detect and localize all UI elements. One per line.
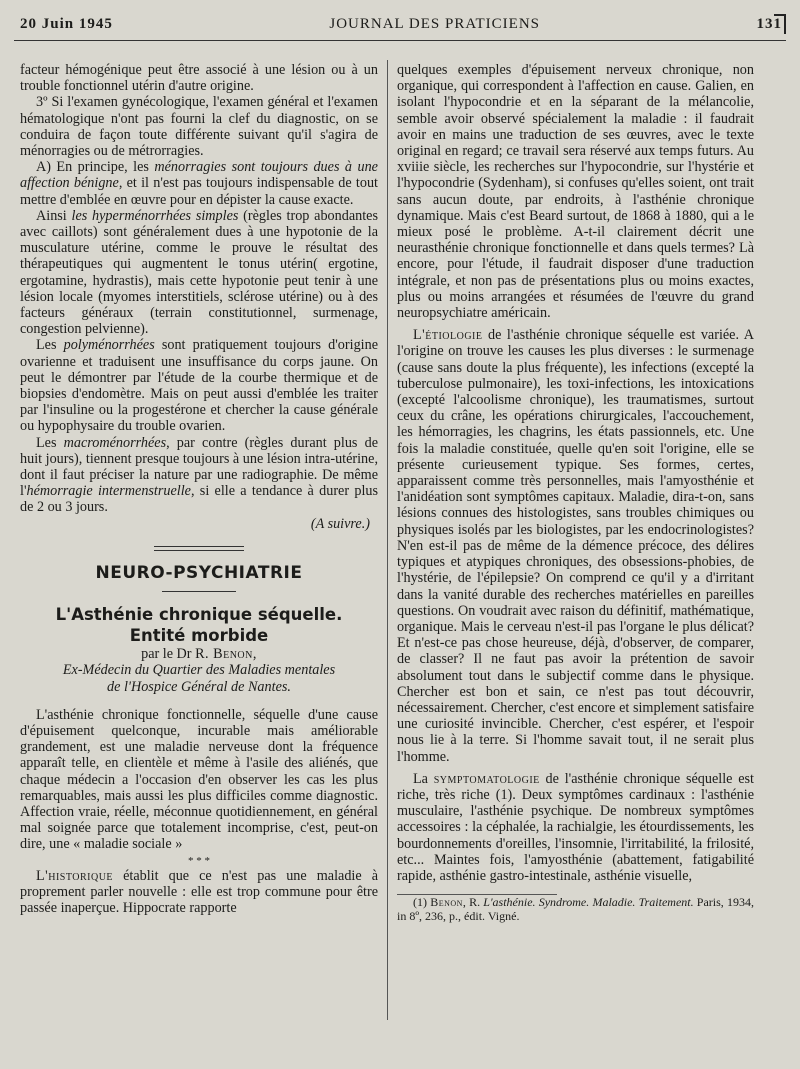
paragraph: L'historique établit que ce n'est pas une maladie à proprement parler nouvelle : elle est trop commune pour être passée inaperçue. Hippocrate rapporte	[20, 867, 378, 916]
title-rule	[162, 591, 236, 592]
affiliation: Ex-Médecin du Quartier des Maladies mentales	[62, 662, 336, 679]
footnote: (1) Benon, R. L'asthénie. Syndrome. Maladie. Traitement. Paris, 1934, in 8º, 236, p., édit. Vigné.	[397, 895, 754, 924]
issue-date: 20 Juin 1945	[20, 15, 113, 32]
right-column	[397, 62, 754, 923]
page-number: 131	[756, 15, 782, 32]
section-separator	[154, 546, 244, 551]
header-rule	[14, 40, 786, 41]
byline: par le Dr R. Benon,	[141, 646, 257, 663]
section-title: NEURO-PSYCHIATRIE	[95, 562, 303, 583]
to-be-continued: (A suivre.)	[310, 515, 370, 532]
paragraph: A) En principe, les ménorragies sont toujours dues à une affection bénigne, et il n'est pas toujours indispensable de tout mettre d'emblée en œuvre pour en dépister la cause exacte.	[20, 159, 378, 208]
paragraph: Ainsi les hyperménorrhées simples (règles trop abondantes avec caillots) sont généralement dues à une hypotonie de la musculature utérine, comme le prouve le résultat des thérapeutiques qui augmentent le tonus utérin( ergotine, ergotamine, hydrastis), mais cette hypotonie peut tenir à une lésion locale (myomes interstitiels, sclérose utérine) ou à des facteurs généraux (terrain constitutionnel, surmenage, congestion pelvienne).	[20, 207, 378, 338]
page-corner-mark	[774, 14, 786, 34]
paragraph: Les macroménorrhées, par contre (règles durant plus de huit jours), tiennent presque toujours à une lésion intra-utérine, dont il faut préciser la nature par une radiographie. De même l'hémorragie intermenstruelle, si elle a tendance à durer plus de 2 ou 3 jours.	[20, 434, 379, 516]
affiliation: de l'Hospice Général de Nantes.	[107, 678, 291, 695]
paragraph: L'étiologie de l'asthénie chronique séquelle est variée. A l'origine on trouve les causes les plus diverses : le surmenage (cause sans doute la plus fréquente), les infections (excepté la tuberculose pulmonaire), les toxi-infections, les intoxications (excepté l'alcoolisme chronique), les traumatismes, surtout ceux du crâne, les opérations chirurgicales, l'accouchement, les hémorragies, les chagrins, les états passionnels, etc. Une fois la maladie constituée, quelle qu'en soit l'origine, elle se présente curieusement typique. Ses formes, certes, apparaissent comme très personnelles, mais l'amyosthénie et l'anidéation sont symptômes capitaux. Maladie, dira-t-on, sans lésions connues des histologistes, sans troubles chimiques ou physiques isolés par les biologistes, par les endocrinologistes? N'en est-il pas de même de la démence précoce, des délires typiques et atypiques chroniques, des obsessions-phobies, de l'hystérie, de l'épilepsie? On comprend ce qu'il y a d'irritant dans la vanité durable des recherches matérielles en pareilles questions. On voudrait avec raison du définitif, mathématique, organique. Mais le cerveau n'est-il pas l'organe le plus délicat? Et n'est-ce pas chose heureuse, déjà, d'observer, de comparer, de classer? Il ne faut pas avoir la prétention de savoir absolument tout dans le subjectif comme dans le physique. Chercher est bon et sain, ce n'est pas tout découvrir, nécessairement. Chercher, c'est encore et simplement satisfaire une curiosité invincible. Chercher, c'est espérer, et l'espoir nous lie à la terre. Si l'homme savait tout, il ne serait plus l'homme.	[397, 327, 754, 765]
paragraph: quelques exemples d'épuisement nerveux chronique, non organique, qui correspondent à l'affection en cause. Galien, en isolant l'hypocondrie et en la séparant de la mélancolie, semble avoir observé spécialement la maladie : il faudrait avoir en mains une traduction de ses œuvres, avec le texte original en regard; ce travail sera réservé aux temps futurs. Au xviiie siècle, les recherches sur l'hypocondrie, sur l'hystérie et l'hypocondrie (Sydenham), si confuses qu'elles soient, ont trait sans aucun doute, par endroits, à l'asthénie chronique dynamique. Mais c'est Beard surtout, de 1868 à 1880, qui a le mieux posé le problème. A-t-il clairement décrit une neurasthénie chronique fonctionnelle et dans quels termes? Là encore, pour l'étude, il faudrait disposer d'une traduction intégrale, et non pas de présentations plus ou moins exactes, plus ou moins arrangées et résumées de l'œuvre du grand neuropsychiatre américain.	[397, 62, 754, 322]
journal-title: JOURNAL DES PRATICIENS	[329, 15, 540, 32]
author-name: R. Benon,	[195, 646, 257, 663]
paragraph: 3º Si l'examen gynécologique, l'examen général et l'examen hématologique n'ont pas fourni la clef du diagnostic, on se conduira de façon toute différente suivant qu'il s'agira de ménorragies ou de métrorragies.	[20, 94, 378, 160]
paragraph: La symptomatologie de l'asthénie chronique séquelle est riche, très riche (1). Deux symptômes cardinaux : l'asthénie musculaire, l'asthénie psychique. De nombreux symptômes accessoires : la céphalée, la rachialgie, les étourdissements, les bourdonnements d'oreilles, l'insomnie, l'irritabilité, la frilosité, etc... Maintes fois, l'amyosthénie (abattement, fatigabilité rapide, asthénie gastro-intestinale, asthénie visuelle,	[397, 770, 754, 884]
paragraph: facteur hémogénique peut être associé à une lésion ou à un trouble fonctionnel utérin d'autre origine.	[20, 62, 378, 95]
column-divider	[387, 60, 388, 1020]
article-title: L'Asthénie chronique séquelle. Entité morbide	[55, 605, 343, 646]
asterism: * * *	[188, 854, 210, 867]
running-head	[20, 12, 782, 36]
left-column	[20, 62, 378, 916]
paragraph: Les polyménorrhées sont pratiquement toujours d'origine ovarienne et traduisent une insuffisance du corps jaune. On peut le démontrer par l'étude de la courbe thermique et de biopsies d'endomètre. Mais on peut aussi d'emblée les traiter par l'insuline ou la progestérone et chercher la cause générale ou hypophysaire du trouble ovarien.	[20, 337, 378, 435]
paragraph: L'asthénie chronique fonctionnelle, séquelle d'une cause d'épuisement quelconque, incurable mais améliorable grandement, est une maladie nerveuse dont la fréquence apparaît telle, en clientèle et même à l'asile des aliénés, que chaque médecin a l'occasion d'en observer les cas les plus remarquables, mais aussi les plus difficiles comme diagnostic. Affection vraie, réelle, méconnue quotidiennement, en général mal soignée parce que totalement incomprise, c'est, peut-on dire, une « maladie sociale »	[20, 706, 378, 853]
